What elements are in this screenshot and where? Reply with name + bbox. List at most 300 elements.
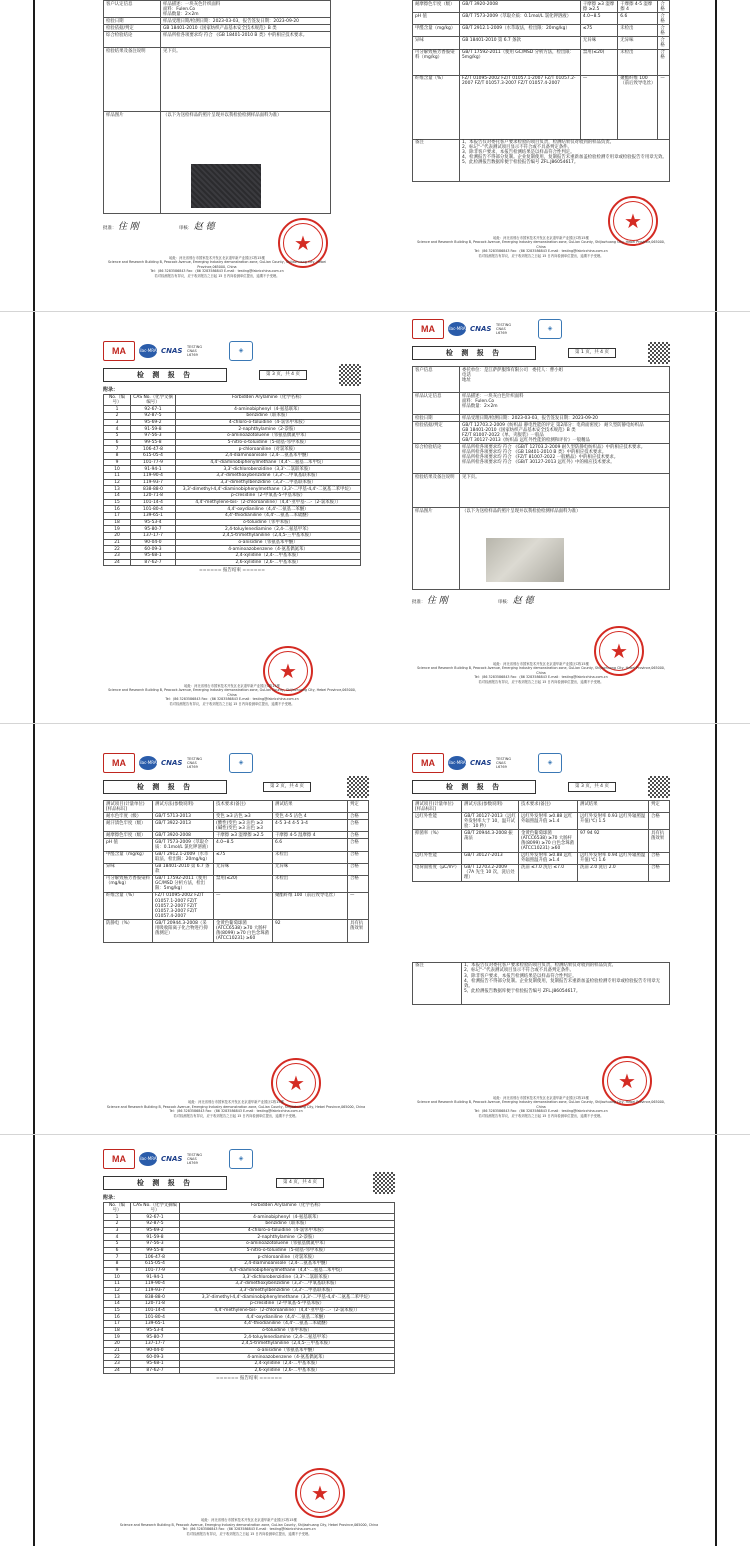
test-result-rubbing: 干摩擦 4-5 湿摩擦 4 bbox=[618, 1, 658, 13]
amine-name: p-chloroaniline（对氯苯胺） bbox=[180, 1254, 395, 1261]
amine-cas: 106-47-8 bbox=[131, 1254, 180, 1261]
amine-cas: 92-67-1 bbox=[131, 406, 176, 413]
amine-no: 14 bbox=[104, 1301, 131, 1308]
conclusion-line-2: 样品所检各项要求均 符合 《GB 18401-2010 B 类》中的相应技术要求。 bbox=[462, 449, 607, 455]
amine-row bbox=[104, 479, 361, 486]
red-star-seal-icon: ★ bbox=[608, 196, 658, 246]
fabric-swatch-image bbox=[486, 538, 564, 582]
remark-line-1: 1、本报告仅对委托客户要求检验的项目负责，检测结果仅对收到的样品负责。 bbox=[462, 140, 615, 145]
amine-no: 1 bbox=[104, 1214, 131, 1221]
amine-cas: 139-65-1 bbox=[131, 1320, 180, 1327]
result-result: 聚酯纤维 100（前后致导电丝） bbox=[273, 892, 348, 919]
result-result: 无异味 bbox=[273, 863, 348, 875]
amine-no: 12 bbox=[104, 479, 131, 486]
amine-no: 1 bbox=[104, 406, 131, 413]
amine-name: o-aminoazotoluene（邻氨基偶氮甲苯） bbox=[176, 433, 361, 440]
amine-cas: 95-69-2 bbox=[131, 419, 176, 426]
result-item: 甲醛含量（mg/kg） bbox=[104, 851, 153, 863]
amine-cas: 97-56-3 bbox=[131, 1241, 180, 1248]
testing-cnas-text: TESTING CNAS L6769 bbox=[187, 1152, 203, 1165]
amine-row bbox=[104, 459, 361, 466]
label-remarks-b: 备注 bbox=[413, 139, 460, 181]
amine-name: 4-aminobiphenyl（4-氨基联苯） bbox=[180, 1214, 395, 1221]
test-item-formaldehyde: 甲醛含量（mg/kg） bbox=[413, 25, 460, 37]
result-row bbox=[104, 892, 369, 919]
value-test-date-d: 样品受理日期/检测日期：2023-03-03，报告签发日期：2023-09-20 bbox=[460, 415, 670, 422]
result-judge: 具有抗菌效果 bbox=[348, 920, 369, 942]
label-fabric-d: 面料 bbox=[462, 398, 471, 404]
label-approver: 批准： bbox=[103, 226, 117, 232]
amine-no: 4 bbox=[104, 426, 131, 433]
result-result: 92 bbox=[273, 920, 348, 942]
amine-row bbox=[104, 1214, 395, 1221]
result-req: — bbox=[214, 892, 273, 919]
amine-table bbox=[103, 1202, 395, 1374]
result-method: GB/T 3922-2013 bbox=[153, 820, 214, 832]
result-judge: 合格 bbox=[649, 852, 670, 864]
test-judge-azo: 合格 bbox=[658, 49, 670, 75]
page-indicator: 第 1 页，共 4 页 bbox=[568, 348, 616, 357]
ma-logo: MA bbox=[103, 753, 135, 773]
test-item-azo: 可分解致癌芳香胺染料（mg/kg） bbox=[413, 49, 460, 75]
cnas-logo: CNAS bbox=[161, 1154, 183, 1163]
result-method: GB/T 20944.3-2008 振荡法 bbox=[462, 830, 519, 852]
amine-name: o-toluidine（邻甲苯胺） bbox=[180, 1327, 395, 1334]
test-judge-formaldehyde: 合格 bbox=[658, 25, 670, 37]
value-sample-desc: 一块灰色针织面料 bbox=[184, 1, 221, 7]
result-item: 异味 bbox=[104, 863, 153, 875]
value-test-basis: GB 18401-2010《国家纺织产品基本安全技术规范》B 类 bbox=[161, 25, 331, 32]
label-sample-desc-d: 样品描述 bbox=[462, 393, 480, 399]
amine-row bbox=[104, 1241, 395, 1248]
test-result-ph: 6.6 bbox=[618, 13, 658, 25]
amine-cas: 137-17-7 bbox=[131, 1340, 180, 1347]
amine-row bbox=[104, 526, 361, 533]
red-star-seal-icon: ★ bbox=[594, 626, 644, 676]
result-judge: 合格 bbox=[348, 863, 369, 875]
test-judge-ph: 合格 bbox=[658, 13, 670, 25]
amine-name: 4,4'-diaminobiphenylmethane（4,4'-二氨基二苯甲烷） bbox=[176, 459, 361, 466]
test-method-fiber: FZ/T 01095-2002 FZ/T 01057.1-2007 FZ/T 01057.2-2007 FZ/T 01057.3-2007 FZ/T 01057.4-2007 bbox=[460, 75, 581, 139]
th-method: 测试方法(参数说明) bbox=[462, 801, 519, 813]
result-row bbox=[104, 813, 369, 820]
amine-no: 15 bbox=[104, 499, 131, 506]
conclusion-line-1: 样品所检各项要求均 符合 《GB/T 12703.2-2009 耐久型防静电纺织品》中的相应技术要求。 bbox=[462, 444, 646, 450]
amine-no: 15 bbox=[104, 1307, 131, 1314]
amine-no: 8 bbox=[104, 1261, 131, 1268]
amine-cas: 120-71-8 bbox=[131, 1301, 180, 1308]
value-sample-qty: 2×2m bbox=[184, 11, 199, 17]
ilac-logo: ilac-MRA bbox=[139, 344, 157, 358]
amine-row bbox=[104, 1340, 395, 1347]
amine-no: 3 bbox=[104, 1227, 131, 1234]
frame-right-line bbox=[715, 0, 717, 1546]
result-method: GB/T 2912.1-2009（水萃取法，检出限：20mg/kg） bbox=[153, 851, 214, 863]
amine-no: 24 bbox=[104, 1367, 131, 1374]
report-results-page-b bbox=[412, 0, 670, 262]
test-item-rubbing: 耐摩擦色牢度（级） bbox=[413, 1, 460, 13]
amine-name: p-chloroaniline（对氯苯胺） bbox=[176, 446, 361, 453]
amine-row bbox=[104, 406, 361, 413]
amine-row bbox=[104, 1261, 395, 1268]
value-test-date: 样品受理日期/检测日期：2023-03-03，报告签发日期：2023-09-20 bbox=[161, 18, 331, 25]
amine-cas: 137-17-7 bbox=[131, 532, 176, 539]
amine-no: 2 bbox=[104, 1221, 131, 1228]
result-item: 纤维含量（%） bbox=[104, 892, 153, 919]
report-end-marker: ====== 报告结束 ====== bbox=[198, 568, 266, 574]
qr-code-icon bbox=[648, 776, 670, 798]
remark-line-4: 4、检测报告不得部分复制。企业复制使用，复制报告未重新加盖检验检测专用章或检验报告专用章无效。 bbox=[464, 978, 660, 989]
page-indicator: 第 3 页，共 4 页 bbox=[259, 370, 307, 379]
amine-cas: 99-55-8 bbox=[131, 1247, 180, 1254]
result-item: 防静电（%） bbox=[104, 920, 153, 942]
amine-no: 14 bbox=[104, 493, 131, 500]
amine-cas: 95-53-4 bbox=[131, 1327, 180, 1334]
value-remarks-d: 见下页。 bbox=[460, 474, 670, 508]
report-title: 检 测 报 告 bbox=[445, 348, 503, 357]
result-judge: 合格 bbox=[348, 839, 369, 851]
amine-no: 7 bbox=[104, 1254, 131, 1261]
amine-cas: 91-59-8 bbox=[131, 1234, 180, 1241]
test-judge-fiber: — bbox=[658, 75, 670, 139]
result-item: 耐摩擦色牢度（级） bbox=[104, 832, 153, 839]
result-result: 6.6 bbox=[273, 839, 348, 851]
amine-no: 16 bbox=[104, 1314, 131, 1321]
amine-cas: 838-88-0 bbox=[131, 486, 176, 493]
result-method: GB/T 20944.3-2008（采用吸收阳离子化合物进行抑菌测定） bbox=[153, 920, 214, 942]
label-basis-d: 检验依据/判定 bbox=[413, 422, 460, 444]
test-req-azo: 禁用(≤20) bbox=[580, 49, 617, 75]
amine-cas: 90-04-0 bbox=[131, 539, 176, 546]
amine-row bbox=[104, 1294, 395, 1301]
amine-cas: 615-05-4 bbox=[131, 453, 176, 460]
amine-name: 4-aminoazobenzene（4-氨基偶氮苯） bbox=[176, 546, 361, 553]
test-req-formaldehyde: ≤75 bbox=[580, 25, 617, 37]
ilac-logo: ilac-MRA bbox=[448, 322, 466, 336]
amine-cas: 90-04-0 bbox=[131, 1347, 180, 1354]
result-method: GB/T 7573-2009（萃取介质：0.1mol/L 氯化钾溶液） bbox=[153, 839, 214, 851]
result-judge: 合格 bbox=[348, 820, 369, 832]
basis-line-1: GB/T 12703.2-2009《纺织品 静电性能的评定 第2部分：电荷面密度》 耐久型防静电纺织品 bbox=[462, 422, 644, 428]
amine-row bbox=[104, 559, 361, 566]
th-result: 测试结果 bbox=[273, 801, 348, 813]
amine-row bbox=[104, 1334, 395, 1341]
amine-cas: 101-80-4 bbox=[131, 1314, 180, 1321]
result-result: 远红外发射率 0.94 远红外辐照温升值(℃) 1.6 bbox=[578, 852, 649, 864]
fabric-swatch-image bbox=[191, 164, 261, 208]
amine-row bbox=[104, 552, 361, 559]
amine-col-cas: CAS No.（化学文摘编号） bbox=[131, 1202, 180, 1214]
label-reviewer-d: 审核： bbox=[497, 600, 512, 606]
ilac-logo: ilac-MRA bbox=[139, 1152, 157, 1166]
th-judgement: 判定 bbox=[348, 801, 369, 813]
label-client: 客户信息 bbox=[413, 367, 460, 393]
amine-row bbox=[104, 1267, 395, 1274]
amine-no: 18 bbox=[104, 1327, 131, 1334]
page-footer: 地址：河北省邢台市国家技术开发区北京道华新产业园区C栋15楼 Science and Research Building B, Peacock Avenue, Emerging Industry demonstration zone, GuLian County, Shijiazhuang City, Hebei Province,065000, China Tel：(86 3283586843 Fax：(86 3283586843 E-mail：testing@fabricchina.com.cn 若对检测报告有异议，应于收到报告之日起 15 日内向检测单位提出，逾期不予受理。 bbox=[107, 255, 327, 278]
result-item: 远红外性能 bbox=[413, 852, 462, 864]
value-remarks: 见下页。 bbox=[161, 48, 331, 112]
amine-no: 22 bbox=[104, 546, 131, 553]
amine-no: 10 bbox=[104, 1274, 131, 1281]
result-method: GB/T 17592-2011（使用 GC/MSD 分析方法，检出限：5mg/kg） bbox=[153, 875, 214, 892]
lab-emblem-icon: ◈ bbox=[538, 753, 562, 773]
result-result: 97 94 92 bbox=[578, 830, 649, 852]
amine-cas: 92-67-1 bbox=[131, 1214, 180, 1221]
result-method: GB/T 3920-2008 bbox=[153, 832, 214, 839]
value-sample-qty-d: 2×2m bbox=[483, 403, 498, 409]
amine-no: 21 bbox=[104, 1347, 131, 1354]
amine-row bbox=[104, 506, 361, 513]
result-req: (酸性)变色 ≥3 沾色 ≥3 (碱性)变色 ≥3 沾色 ≥3 bbox=[214, 820, 273, 832]
amine-no: 19 bbox=[104, 1334, 131, 1341]
lab-emblem-icon: ◈ bbox=[229, 341, 253, 361]
amine-name: o-anisidine（邻氨基苯甲醚） bbox=[176, 539, 361, 546]
th-requirement: 技术要求(备注) bbox=[214, 801, 273, 813]
page-footer: 地址：河北省邢台市国家技术开发区北京道华新产业园区C栋15楼 Science and Research Building B, Peacock Avenue, Emerging Industry demonstration zone, GuLian County, Shijiazhuang City, Hebei Province,065000, China Tel：(86 3283586843 Fax：(86 3283586843 E-mail：testing@fabricchina.com.cn 若对检测报告有异议，应于收到报告之日起 15 日内向检测单位提出，逾期不予受理。 bbox=[108, 683, 356, 706]
report-title: 检 测 报 告 bbox=[136, 1178, 194, 1187]
amine-name: o-toluidine（邻甲苯胺） bbox=[176, 519, 361, 526]
result-req: 干摩擦 ≥3 湿摩擦 ≥2.5 bbox=[214, 832, 273, 839]
basis-line-4: GB/T 30127-2013《纺织品 远红外性能的检测和评价》一般精品 bbox=[462, 437, 590, 443]
amine-cas: 119-93-7 bbox=[131, 479, 176, 486]
amine-no: 6 bbox=[104, 439, 131, 446]
amine-name: 3,3'-dimethylbenzidine（3,3'-二甲基联苯胺） bbox=[180, 1287, 395, 1294]
amine-name: 2,4-xylidine（2,4-二甲基苯胺） bbox=[176, 552, 361, 559]
amine-row bbox=[104, 519, 361, 526]
amine-no: 21 bbox=[104, 539, 131, 546]
label-conclusion: 综合检验结论 bbox=[104, 32, 161, 48]
result-item: 远红外性能 bbox=[413, 813, 462, 830]
amine-name: 2,4-xylidine（2,4-二甲基苯胺） bbox=[180, 1360, 395, 1367]
amine-no: 20 bbox=[104, 532, 131, 539]
amine-row bbox=[104, 1281, 395, 1288]
ma-logo: MA bbox=[103, 341, 135, 361]
amine-name: benzidine（联苯胺） bbox=[180, 1221, 395, 1228]
page-footer: 地址：河北省邢台市国家技术开发区北京道华新产业园区C栋15楼 Science and Research Building B, Peacock Avenue, Emerging Industry demonstration zone, GuLian County, Shijiazhuang City, Hebei Province,065000, China Tel：(86 3283586843 Fax：(86 3283586843 E-mail：testing@fabricchina.com.cn 若对检测报告有异议，应于收到报告之日起 15 日内向检测单位提出，逾期不予受理。 bbox=[417, 235, 665, 258]
label-test-date-d: 检验日期 bbox=[413, 415, 460, 422]
amine-row bbox=[104, 439, 361, 446]
amine-no: 20 bbox=[104, 1340, 131, 1347]
report-results-page-e bbox=[103, 752, 369, 1122]
amine-no: 11 bbox=[104, 1281, 131, 1288]
lab-emblem-icon: ◈ bbox=[538, 319, 562, 339]
amine-row bbox=[104, 433, 361, 440]
divider-1 bbox=[0, 311, 750, 312]
amine-row bbox=[104, 1301, 395, 1308]
amine-name: 2,4-toluylenediamine（2,4-二氨基甲苯） bbox=[180, 1334, 395, 1341]
attachment-label: 附录： bbox=[103, 1195, 119, 1201]
value-sample-desc-d: 一块灰白色针织面料 bbox=[483, 393, 524, 399]
amine-no: 4 bbox=[104, 1234, 131, 1241]
amine-no: 9 bbox=[104, 459, 131, 466]
amine-name: 4,4'-oxydianiline（4,4'-二氨基二苯醚） bbox=[176, 506, 361, 513]
amine-row bbox=[104, 1234, 395, 1241]
result-result: 洗前 2.0 洗后 2.0 bbox=[578, 864, 649, 881]
amine-row bbox=[104, 419, 361, 426]
amine-row bbox=[104, 1354, 395, 1361]
amine-no: 13 bbox=[104, 1294, 131, 1301]
red-star-seal-icon: ★ bbox=[295, 1468, 345, 1518]
amine-row bbox=[104, 473, 361, 480]
result-req: 变色 ≥3 沾色 ≥3 bbox=[214, 813, 273, 820]
amine-cas: 92-87-5 bbox=[131, 1221, 180, 1228]
amine-cas: 119-90-4 bbox=[131, 1281, 180, 1288]
red-star-seal-icon: ★ bbox=[602, 1056, 652, 1106]
red-star-seal-icon: ★ bbox=[278, 218, 328, 268]
result-req: ≤75 bbox=[214, 851, 273, 863]
test-result-formaldehyde: 未检出 bbox=[618, 25, 658, 37]
amine-cas: 91-94-1 bbox=[131, 466, 176, 473]
reviewer-signature: 赵 德 bbox=[193, 222, 215, 233]
report-cover-page-d: MA ilac-MRA CNAS TESTING CNAS L6769 ◈ 检 测 报 告 第 1 页，共 4 页 客户信息 委托单位：是江萨萨服饰有限公司 委托人：曹小姐 电话 地址 样品认定信息 样品描述：一块灰白色针织面料 面料：Fulen.Co 样品数量：2×2m 检验日期 样品受理日期/检测日期：2023-03-03，报告签发日期：2023-09-20 检验依据/判定 GB/T 12703.2-2009《纺织品 静电性能的评定 第2部分：电荷面密度》 耐久型防静电纺织品 GB 18401-2010《国家纺织产品基本安全技术规范》B 类 FZ/T 81007-2022《单、夹服装》一般品 GB/T 30127-2013《纺织品 远红外性能的检测和评价》一般精品 综合检验结论 样品所检各项要求均 符合 《GB/T 12703.2-2009 耐久型防静电纺织品》中的相应技术要求。 样品所检各项要求均 符合 《GB 18401-2010 B 类》中的相应技术要求。 样品所检各项要求均 符合 《FZ/T 81007-2022 一般精品》中的相应技术要求。 样品所检各项要求均 符合 《GB/T 30127-2013 远红外》中的相应技术要求。 检验结果及备注说明 见下页。 样品图片 （以下为送检样品的照片呈现并以我检验检测样品面料为准） 批准： 住 刚 审核： 赵 德 ★ 地址：河北省邢台市国家技术开发区北京道华新产业园区C栋15楼 Science and Research Building B, Peacock Avenue, Emerging Industry demonstration zone, GuLian County, Shijiazhuang City, Hebei Province,065000, China Tel：(86 3283586843 Fax：(86 3283586843 E-mail：testing@fabricchina.com.cn 若对检测报告有异议，应于收到报告之日起 15 日内向检测单位提出，逾期不予受理。 bbox=[412, 318, 670, 688]
reviewer-signature: 赵 德 bbox=[512, 596, 534, 607]
amine-cas: 101-77-9 bbox=[131, 1267, 180, 1274]
result-row bbox=[104, 863, 369, 875]
amine-name: 2,6-xylidine（2,6-二甲基苯胺） bbox=[180, 1367, 395, 1374]
amine-cas: 119-90-4 bbox=[131, 473, 176, 480]
label-client-info: 客户认定信息 bbox=[104, 1, 161, 18]
amine-no: 13 bbox=[104, 486, 131, 493]
amine-row bbox=[104, 1367, 395, 1374]
amine-no: 22 bbox=[104, 1354, 131, 1361]
amine-cas: 95-68-1 bbox=[131, 1360, 180, 1367]
result-req: 金黄色葡萄球菌(ATCC6538) ≥70 大肠杆菌(8099) ≥70 白色念珠菌(ATCC10231) ≥60 bbox=[519, 830, 578, 852]
test-req-odor: 无异味 bbox=[580, 37, 617, 49]
result-row bbox=[413, 813, 670, 830]
amine-row bbox=[104, 493, 361, 500]
approver-signature: 住 刚 bbox=[117, 222, 139, 233]
test-item-odor: 异味 bbox=[413, 37, 460, 49]
label-sample-info: 样品认定信息 bbox=[413, 393, 460, 415]
result-result: 远红外发射率 0.93 远红外辐照温升值(℃) 1.5 bbox=[578, 813, 649, 830]
ma-logo: MA bbox=[412, 319, 444, 339]
remark-line-3: 3、除非客户要求，本报告检测结果是以样品符合性判定。 bbox=[462, 150, 575, 156]
amine-name: 2,4,5-trimethylaniline（2,4,5-三甲基苯胺） bbox=[176, 532, 361, 539]
amine-row bbox=[104, 426, 361, 433]
test-result-fiber: 聚酯纤维 100（前后致导电丝） bbox=[618, 75, 658, 139]
amine-name: 5-nitro-o-toluidine（5-硝基-邻甲苯胺） bbox=[176, 439, 361, 446]
result-judge: — bbox=[348, 892, 369, 919]
amine-no: 16 bbox=[104, 506, 131, 513]
result-req: 远红外发射率 ≥0.88 远红外辐照温升值 ≥1.4 bbox=[519, 852, 578, 864]
value-fabric: Fulen.Co bbox=[176, 6, 196, 12]
conclusion-line-4: 样品所检各项要求均 符合 《GB/T 30127-2013 远红外》中的相应技术要求。 bbox=[462, 460, 615, 465]
amine-name: 4,4'-methylene-bis-（2-chloroaniline）（4,4'-亚甲基-二-（2-氯苯胺）） bbox=[176, 499, 361, 506]
amine-name: 2,4,5-trimethylaniline（2,4,5-三甲基苯胺） bbox=[180, 1340, 395, 1347]
amine-no: 17 bbox=[104, 1320, 131, 1327]
test-result-azo: 未检出 bbox=[618, 49, 658, 75]
result-method: GB 18401-2010 第 6.7 条款 bbox=[153, 863, 214, 875]
amine-col-name: Forbidden Arylamine（化学名称） bbox=[180, 1202, 395, 1214]
amine-name: 2-naphthylamine（2-萘胺） bbox=[180, 1234, 395, 1241]
report-cover-page-a: 客户认定信息 样品描述：一块灰色针织面料 面料：Fulen.Co 样品数量：2×2m 检验日期 样品受理日期/检测日期：2023-03-03，报告签发日期：2023-09-20 检验依据/判定 GB 18401-2010《国家纺织产品基本安全技术规范》B 类 综合检验结论 样品所检各项要求均 符合 《GB 18401-2010 B 类》中的相应技术要求。 检验结果及备注说明 见下页。 样品图片 （以下为送检样品的照片呈现并以我检验检测样品面料为准） 批准： 住 刚 审核： 赵 德 ★ 地址：河北省邢台市国家技术开发区北京道华新产业园区C栋15楼 Science and Research Building B, Peacock Avenue, Emerging Industry demonstration zone, GuLian County, Shijiazhuang City, Hebei Province,065000, China Tel：(86 3283586843 Fax：(86 3283586843 E-mail：testing@fabricchina.com.cn 若对检测报告有异议，应于收到报告之日起 15 日内向检测单位提出，逾期不予受理。 bbox=[103, 0, 331, 282]
amine-name: 3,3'-dimethoxybenzidine（3,3'-二甲氧基联苯胺） bbox=[176, 473, 361, 480]
ilac-logo: ilac-MRA bbox=[139, 756, 157, 770]
ilac-logo: ilac-MRA bbox=[448, 756, 466, 770]
result-row bbox=[104, 875, 369, 892]
value-client-contact: 曹小姐 bbox=[549, 367, 563, 373]
th-result: 测试结果 bbox=[578, 801, 649, 813]
result-req: 4.0~8.5 bbox=[214, 839, 273, 851]
remark-line-2: 2、标记“-”代表测试项目显示不符合或不具备判定条件。 bbox=[462, 145, 572, 151]
amine-row bbox=[104, 486, 361, 493]
test-method-ph: GB/T 7573-2009（萃取介质：0.1mol/L 氯化钾溶液） bbox=[460, 13, 581, 25]
cnas-logo: CNAS bbox=[470, 324, 492, 333]
amine-no: 23 bbox=[104, 1360, 131, 1367]
amine-name: 2,6-xylidine（2,6-二甲基苯胺） bbox=[176, 559, 361, 566]
page-footer: 地址：河北省邢台市国家技术开发区北京道华新产业园区C栋15楼 Science and Research Building B, Peacock Avenue, Emerging Industry demonstration zone, GuLian County, Shijiazhuang City, Hebei Province,065000, China Tel：(86 3283586843 Fax：(86 3283586843 E-mail：testing@fabricchina.com.cn 若对检测报告有异议，应于收到报告之日起 15 日内向检测单位提出，逾期不予受理。 bbox=[417, 1095, 665, 1118]
amine-row bbox=[104, 1254, 395, 1261]
amine-name: 4-chloro-o-toluidine（4-氯邻甲苯胺） bbox=[180, 1227, 395, 1234]
report-title: 检 测 报 告 bbox=[136, 782, 194, 791]
amine-row bbox=[104, 499, 361, 506]
label-sample-photo: 样品图片 bbox=[104, 112, 161, 214]
amine-row bbox=[104, 413, 361, 420]
result-item: 可分解致癌芳香胺染料（mg/kg） bbox=[104, 875, 153, 892]
amine-name: 3,3'-dimethylbenzidine（3,3'-二甲基联苯胺） bbox=[176, 479, 361, 486]
page-footer: 地址：河北省邢台市国家技术开发区北京道华新产业园区C栋15楼 Science and Research Building B, Peacock Avenue, Emerging Industry demonstration zone, GuLian County, Shijiazhuang City, Hebei Province,065000, China Tel：(86 3283586843 Fax：(86 3283586843 E-mail：testing@fabricchina.com.cn 若对检测报告有异议，应于收到报告之日起 15 日内向检测单位提出，逾期不予受理。 bbox=[119, 1518, 379, 1536]
amine-no: 7 bbox=[104, 446, 131, 453]
amine-cas: 139-65-1 bbox=[131, 512, 176, 519]
amine-cas: 95-80-7 bbox=[131, 1334, 180, 1341]
divider-3 bbox=[0, 1134, 750, 1135]
page-indicator: 第 2 页，共 4 页 bbox=[263, 782, 311, 791]
result-req: 洗前 ≤7.0 洗后 ≤7.0 bbox=[519, 864, 578, 881]
result-result: 4-5 3-4 4-5 3-4 bbox=[273, 820, 348, 832]
qr-code-icon bbox=[339, 364, 361, 386]
result-method: GB/T 30127-2013 bbox=[462, 852, 519, 864]
amine-name: 3,3'-dichlorobenzidine（3,3'-二氯联苯胺） bbox=[180, 1274, 395, 1281]
amine-no: 23 bbox=[104, 552, 131, 559]
label-client-name: 委托单位 bbox=[462, 367, 480, 373]
test-judge-rubbing: 合格 bbox=[658, 1, 670, 13]
amine-cas: 95-80-7 bbox=[131, 526, 176, 533]
amine-no: 3 bbox=[104, 419, 131, 426]
page-footer: 地址：河北省邢台市国家技术开发区北京道华新产业园区C栋15楼 Science and Research Building B, Peacock Avenue, Emerging Industry demonstration zone, GuLian County, Shijiazhuang City, Hebei Province,065000, China Tel：(86 3283586843 Fax：(86 3283586843 E-mail：testing@fabricchina.com.cn 若对检测报告有异议，应于收到报告之日起 15 日内向检测单位提出，逾期不予受理。 bbox=[417, 661, 665, 684]
amine-cas: 87-62-7 bbox=[131, 559, 176, 566]
approver-signature: 住 刚 bbox=[426, 596, 448, 607]
th-method: 测试方法(参数说明) bbox=[153, 801, 214, 813]
amine-cas: 60-09-3 bbox=[131, 1354, 180, 1361]
label-fabric: 面料 bbox=[163, 6, 172, 12]
amine-row bbox=[104, 1287, 395, 1294]
remark-line-5: 5、此检测报告数据库便于检验报告编号 ZFL.J86054617。 bbox=[462, 160, 579, 166]
test-method-azo: GB/T 17592-2011（使用 GC/MSD 分析方法，检出限：5mg/kg） bbox=[460, 49, 581, 75]
amine-row bbox=[104, 453, 361, 460]
amine-cas: 615-05-4 bbox=[131, 1261, 180, 1268]
test-method-formaldehyde: GB/T 2912.1-2009（水萃取法，检出限：20mg/kg） bbox=[460, 25, 581, 37]
result-judge: 合格 bbox=[348, 875, 369, 892]
label-phone: 电话 bbox=[462, 372, 471, 378]
red-star-seal-icon: ★ bbox=[263, 646, 313, 696]
page-indicator: 第 4 页，共 4 页 bbox=[276, 1178, 324, 1187]
amine-name: 2,4-diaminoanisole（2,4-二氨基苯甲醚） bbox=[180, 1261, 395, 1268]
report-results-page-f bbox=[412, 752, 670, 1122]
amine-no: 12 bbox=[104, 1287, 131, 1294]
label-remarks-d: 检验结果及备注说明 bbox=[413, 474, 460, 508]
amine-name: benzidine（联苯胺） bbox=[176, 413, 361, 420]
label-remarks: 检验结果及备注说明 bbox=[104, 48, 161, 112]
result-judge: 具有抗菌效果 bbox=[649, 830, 670, 852]
result-item: pH 值 bbox=[104, 839, 153, 851]
amine-cas: 91-94-1 bbox=[131, 1274, 180, 1281]
cnas-logo: CNAS bbox=[161, 758, 183, 767]
amine-name: 5-nitro-o-toluidine（5-硝基-邻甲苯胺） bbox=[180, 1247, 395, 1254]
test-item-ph: pH 值 bbox=[413, 13, 460, 25]
label-sample-qty-d: 样品数量 bbox=[462, 403, 480, 409]
amine-row bbox=[104, 546, 361, 553]
